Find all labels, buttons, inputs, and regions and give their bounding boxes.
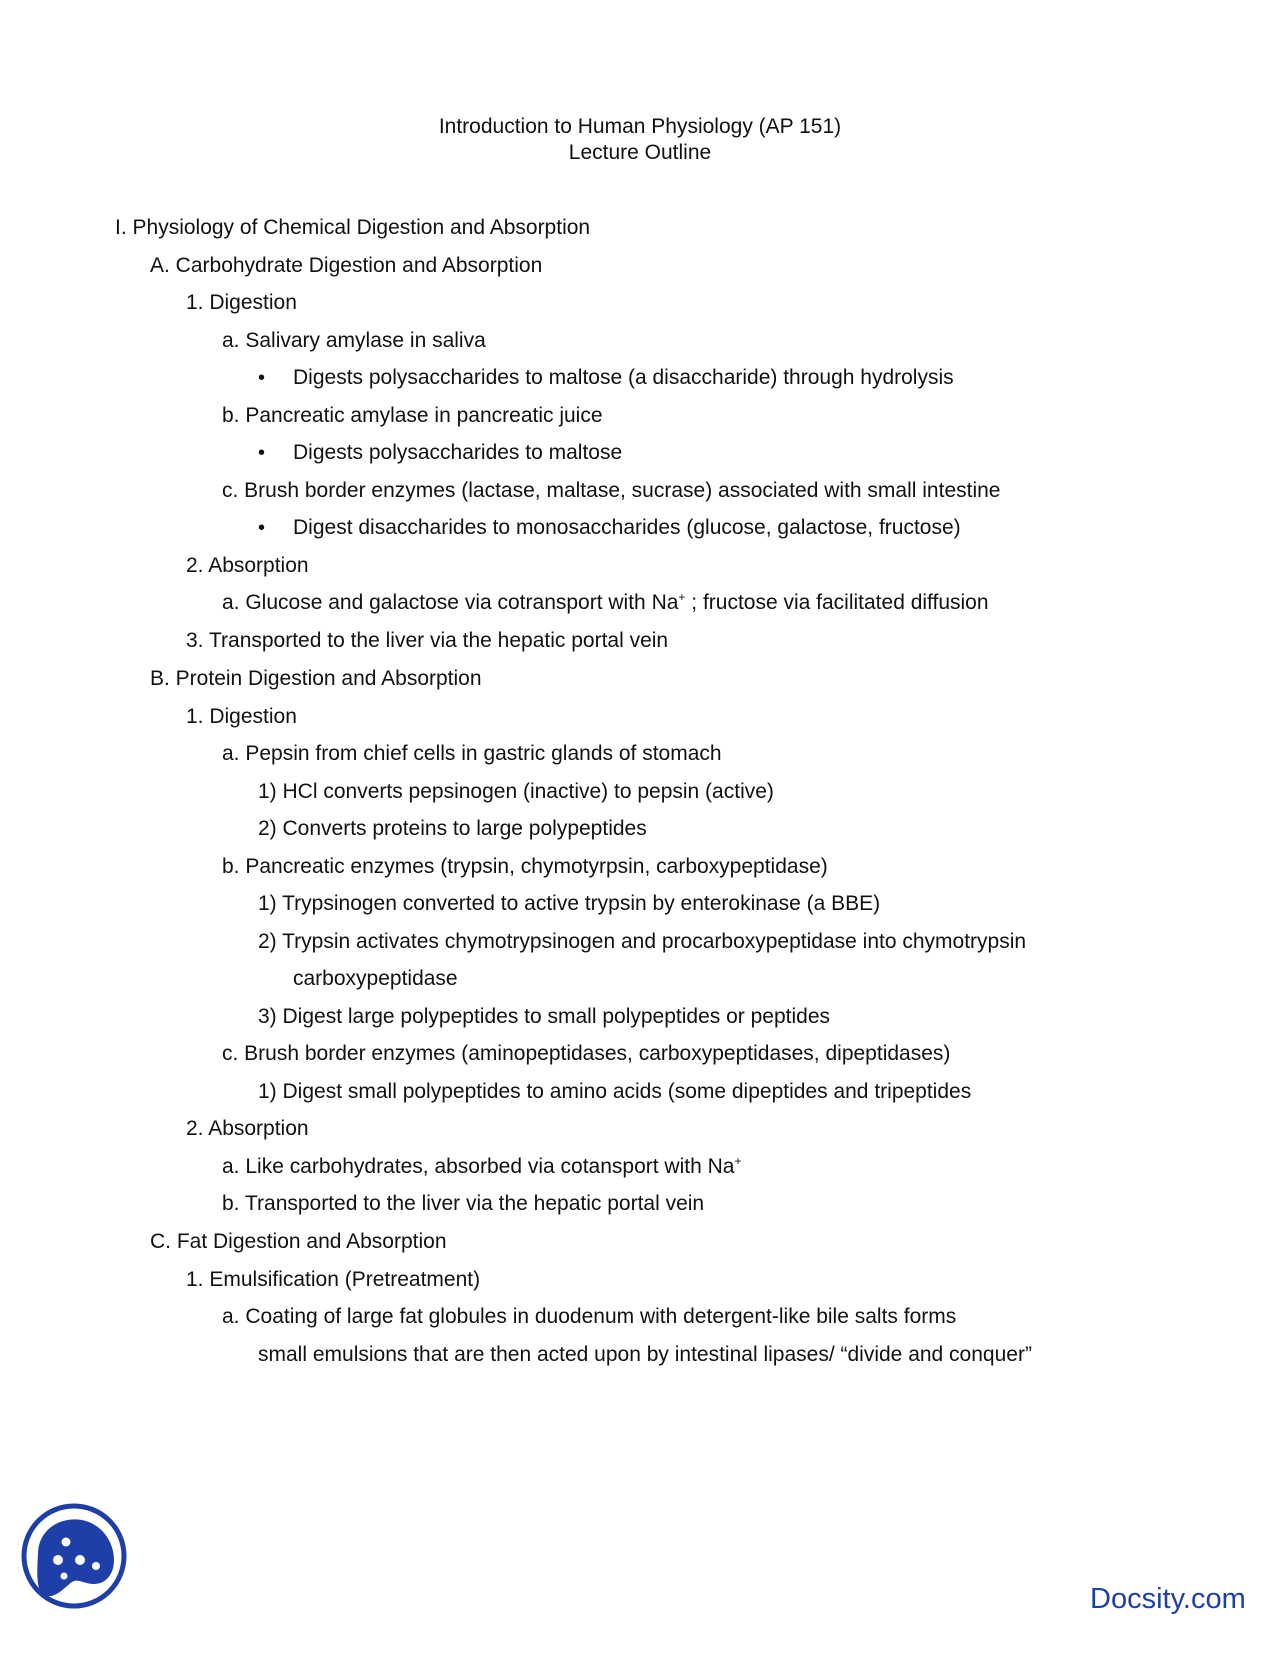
subsection-heading: B. Protein Digestion and Absorption bbox=[150, 667, 482, 690]
outline-item: a. Coating of large fat globules in duodenum with detergent-like bile salts forms bbox=[222, 1305, 957, 1328]
outline-item: 3. Transported to the liver via the hepatic portal vein bbox=[186, 629, 669, 652]
superscript: + bbox=[678, 590, 686, 604]
outline-item: 1) HCl converts pepsinogen (inactive) to pepsin (active) bbox=[258, 780, 774, 803]
bullet-marker: • bbox=[258, 367, 266, 389]
course-title: Introduction to Human Physiology (AP 151) bbox=[438, 115, 842, 138]
lecture-outline-subtitle: Lecture Outline bbox=[568, 141, 712, 164]
docsity-brand-link[interactable]: Docsity.com bbox=[1090, 1583, 1246, 1615]
text-part: a. Like carbohydrates, absorbed via cotansport with Na bbox=[222, 1155, 735, 1178]
bullet-text: Digests polysaccharides to maltose (a disaccharide) through hydrolysis bbox=[293, 366, 954, 389]
text-part: a. Glucose and galactose via cotransport with Na bbox=[222, 591, 679, 614]
subsection-heading: A. Carbohydrate Digestion and Absorption bbox=[150, 254, 543, 277]
outline-item: 2. Absorption bbox=[186, 1117, 309, 1140]
outline-item: 2. Absorption bbox=[186, 554, 309, 577]
bullet-text: Digest disaccharides to monosaccharides (glucose, galactose, fructose) bbox=[293, 516, 961, 539]
outline-item: b. Pancreatic enzymes (trypsin, chymotyrpsin, carboxypeptidase) bbox=[222, 855, 828, 878]
outline-item-continuation: small emulsions that are then acted upon by intestinal lipases/ “divide and conquer” bbox=[258, 1343, 1032, 1366]
outline-item: a. Salivary amylase in saliva bbox=[222, 329, 486, 352]
bullet-marker: • bbox=[258, 517, 266, 539]
docsity-logo-icon[interactable] bbox=[20, 1502, 128, 1610]
outline-item: 1. Digestion bbox=[186, 291, 297, 314]
section-heading: I. Physiology of Chemical Digestion and Absorption bbox=[115, 216, 591, 239]
outline-item: b. Transported to the liver via the hepatic portal vein bbox=[222, 1192, 705, 1215]
outline-item: 2) Trypsin activates chymotrypsinogen and procarboxypeptidase into chymotrypsin bbox=[258, 930, 1027, 953]
outline-item: c. Brush border enzymes (aminopeptidases, carboxypeptidases, dipeptidases) bbox=[222, 1042, 951, 1065]
outline-item: 2) Converts proteins to large polypeptides bbox=[258, 817, 647, 840]
outline-item: b. Pancreatic amylase in pancreatic juice bbox=[222, 404, 603, 427]
outline-item: a. Pepsin from chief cells in gastric glands of stomach bbox=[222, 742, 722, 765]
outline-item: 1) Trypsinogen converted to active trypsin by enterokinase (a BBE) bbox=[258, 892, 881, 915]
bullet-marker: • bbox=[258, 442, 266, 464]
outline-item-continuation: carboxypeptidase bbox=[293, 967, 458, 990]
bullet-text: Digests polysaccharides to maltose bbox=[293, 441, 623, 464]
outline-item: 1. Digestion bbox=[186, 705, 297, 728]
subsection-heading: C. Fat Digestion and Absorption bbox=[150, 1230, 447, 1253]
outline-item: c. Brush border enzymes (lactase, maltase, sucrase) associated with small intestine bbox=[222, 479, 1001, 502]
outline-item: 1) Digest small polypeptides to amino acids (some dipeptides and tripeptides bbox=[258, 1080, 972, 1103]
outline-item bbox=[222, 1154, 741, 1180]
outline-item bbox=[222, 590, 989, 616]
superscript: + bbox=[734, 1154, 742, 1168]
outline-item: 1. Emulsification (Pretreatment) bbox=[186, 1268, 481, 1291]
outline-item: 3) Digest large polypeptides to small polypeptides or peptides bbox=[258, 1005, 830, 1028]
text-part: ; fructose via facilitated diffusion bbox=[685, 591, 989, 614]
